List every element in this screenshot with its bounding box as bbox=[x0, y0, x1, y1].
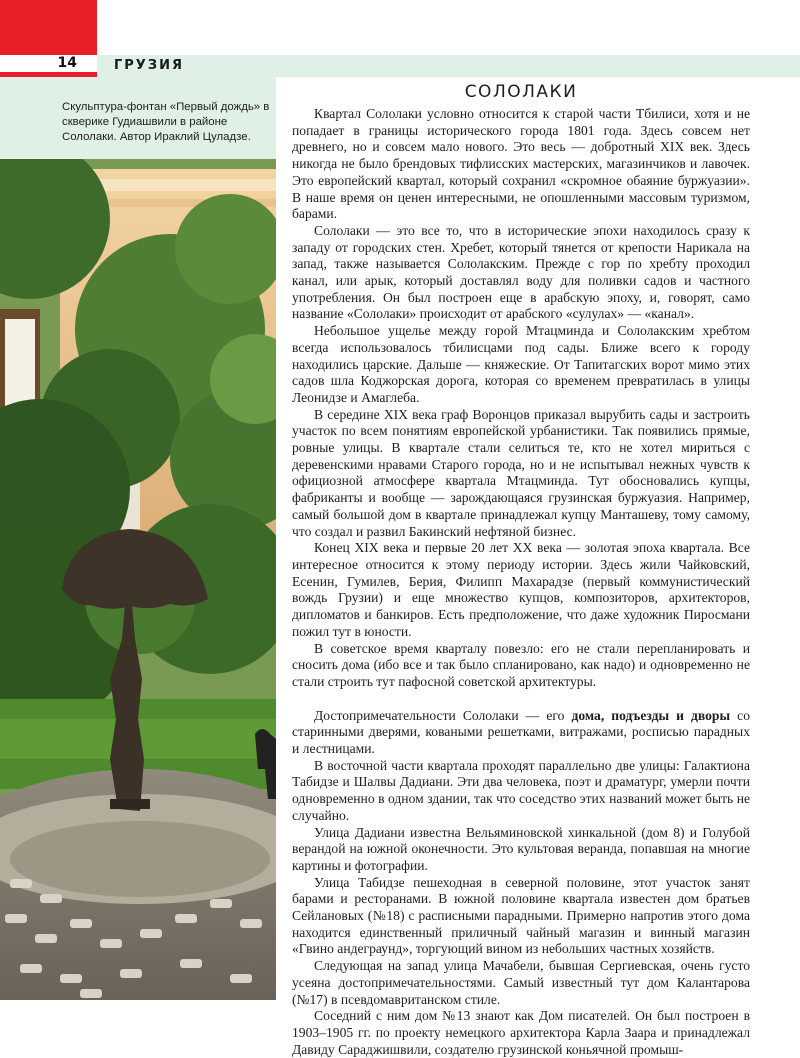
paragraph: В середине XIX века граф Воронцов приказал вырубить сады и застроить участок по всем понятиям европейской урбанистики. Так появились прямые, ровные улицы. В квартале стали селиться те, кто не хотел мириться с деревенскими нравами Старого города, но и не испытывал нежных чувств к официозной атмосфере квартала Мтацминда. Тут обосновались купцы, фабриканты и вообще — зарождающаяся грузинская буржуазия. Например, самый большой дом в квартале принадлежал купцу Манташеву, тому самому, что создал и развил Бакинский нефтяной бизнес. bbox=[292, 406, 750, 539]
article bbox=[292, 82, 750, 1058]
photo-caption: Скульптура-фонтан «Первый дождь» в скверике Гудиашвили в районе Сололаки. Автор Ираклий Цуладзе. bbox=[62, 101, 270, 143]
article-title: СОЛОЛАКИ bbox=[464, 82, 578, 102]
paragraph-text: со старинными дверями, коваными решетками, витражами, росписью парадных и лестницами. bbox=[292, 707, 750, 757]
paragraph: Соседний с ним дом №13 знают как Дом писателей. Он был построен в 1903–1905 гг. по проекту немецкого архитектора Карла Заара и принадлежал Давиду Сараджишвили, создателю грузинской коньячной промыш- bbox=[292, 1008, 750, 1057]
bold-phrase: дома, подъезды и дворы bbox=[571, 707, 731, 723]
paragraph: Следующая на запад улица Мачабели, бывшая Сергиевская, очень густо усеяна достопримечательностями. Самый известный тут дом Калантарова (№17) в псевдомавританском стиле. bbox=[292, 958, 750, 1007]
paragraph: В советское время кварталу повезло: его не стали перепланировать и сносить дома (ибо все и так было спланировано, как надо) и одновременно не стали строить тут пафосной советской архитектуры. bbox=[292, 640, 750, 689]
running-section-title: ГРУЗИЯ bbox=[114, 58, 184, 73]
red-corner-block bbox=[0, 0, 97, 55]
paragraph-text: Достопримечательности Сололаки — его bbox=[314, 707, 572, 723]
paragraph: Квартал Сололаки условно относится к старой части Тбилиси, хотя и не попадает в границы исторического города 1801 года. Здесь совсем нет древнего, но и совсем мало нового. Это весь — добротный XIX век. Здесь никогда не было брендовых тифлисских мастерских, магазинчиков и лавочек. Это европейский квартал, который сохранил «скромное обаяние буржуазии». В наше время он ценен интересными, не опошленными массовым туризмом, барами. bbox=[292, 106, 750, 222]
paragraph: Конец XIX века и первые 20 лет XX века — золотая эпоха квартала. Все интересное относится к этому периоду истории. Здесь жили Чайковский, Есенин, Гумилев, Берия, Филипп Махарадзе (первый коммунистический вождь Грузии) и еще множество купцов, композиторов, архитекторов, дипломатов и банкиров. Есть предположение, что даже художник Пиросмани пожил тут в юности. bbox=[292, 540, 750, 639]
paragraph bbox=[292, 708, 750, 758]
sculpture-photo bbox=[0, 159, 276, 1000]
paragraph: Улица Табидзе пешеходная в северной половине, этот участок занят барами и ресторанами. В южной половине квартала известен дом братьев Сейлановых (№18) с расписными парадными. Примерно напротив этого дома находится единственный приличный чайный магазин и винный магазин «Гвино андеграунд», торгующий вином из небольших частных хозяйств. bbox=[292, 874, 750, 957]
paragraph: В восточной части квартала проходят параллельно две улицы: Галактиона Табидзе и Шалвы Дадиани. Эти два человека, поэт и драматург, умерли почти одновременно в одном здании, так что соседство этих названий может быть не случайно. bbox=[292, 757, 750, 823]
paragraph: Небольшое ущелье между горой Мтацминда и Сололакским хребтом всегда использовалось тбилисцами под сады. Ближе всего к городу находились царские. Дальше — княжеские. От Тапитагских ворот мимо этих садов шла Коджорская дорога, которая со временем превратилась в улицы Леонидзе и Амаглеба. bbox=[292, 323, 750, 405]
page-number: 14 bbox=[57, 55, 77, 71]
top-band bbox=[0, 0, 800, 55]
paragraph: Улица Дадиани известна Вельяминовской хинкальной (дом 8) и Голубой верандой на южной оконечности. Это культовая веранда, попавшая на многие картины и фотографии. bbox=[292, 824, 750, 873]
paragraph-gap bbox=[292, 691, 750, 708]
header-bar bbox=[97, 55, 800, 77]
paragraph: Сололаки — это все то, что в исторические эпохи находилось сразу к западу от городских стен. Хребет, который тянется от крепости Нарикала на запад, также называется Сололакским. Прежде с гор по хребту проходил канал, или арык, который доставлял воду для поливки садов и частного употребления. Он был построен еще в арабскую эпоху, и, говорят, само название «Сололаки» происходит от арабского «сулулах» — «канал». bbox=[292, 222, 750, 322]
